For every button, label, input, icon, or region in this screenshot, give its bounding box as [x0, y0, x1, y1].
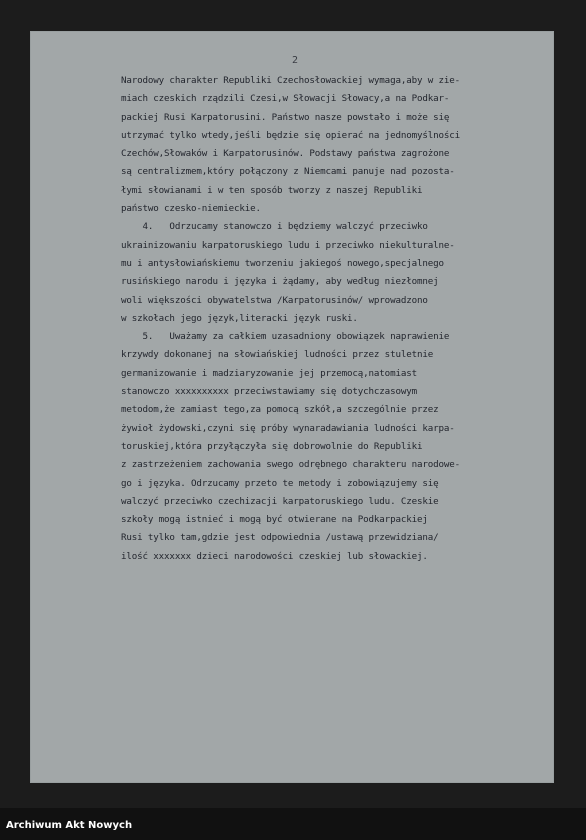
text-line: utrzymać tylko wtedy,jeśli będzie się opierać na jednomyślności: [121, 129, 461, 141]
text-line: miach czeskich rządzili Czesi,w Słowacji Słowacy,a na Podkar-: [121, 93, 450, 105]
page-number: 2: [292, 55, 299, 66]
text-line: stanowczo xxxxxxxxxx przeciwstawiamy się dotychczasowym: [121, 386, 417, 398]
text-line: 4. Odrzucamy stanowczo i będziemy walczyć przeciwko: [121, 221, 428, 233]
text-line: toruskiej,która przyłączyła się dobrowolnie do Republiki: [121, 440, 423, 452]
text-line: krzywdy dokonanej na słowiańskiej ludności przez stuletnie: [121, 349, 434, 361]
typed-text-body: [121, 72, 529, 566]
text-line: germanizowanie i madziaryzowanie jej przemocą,natomiast: [121, 367, 417, 379]
text-line: Czechów,Słowaków i Karpatorusinów. Podstawy państwa zagrożone: [121, 148, 450, 160]
text-line: żywioł żydowski,czyni się próby wynaradawiania ludności karpa-: [121, 422, 455, 434]
text-line: walczyć przeciwko czechizacji karpatoruskiego ludu. Czeskie: [121, 495, 439, 507]
text-line: rusińskiego narodu i języka i żądamy, aby według niezłomnej: [121, 276, 439, 288]
text-line: są centralizmem,który połączony z Niemcami panuje nad pozosta-: [121, 166, 455, 178]
text-line: woli większości obywatelstwa /Karpatorusinów/ wprowadzono: [121, 294, 428, 306]
text-line: ukrainizowaniu karpatoruskiego ludu i przeciwko niekulturalne-: [121, 239, 455, 251]
text-line: państwo czesko-niemieckie.: [121, 203, 261, 215]
text-line: metodom,że zamiast tego,za pomocą szkół,a szczególnie przez: [121, 404, 439, 416]
text-line: łymi słowianami i w ten sposób tworzy z naszej Republiki: [121, 184, 423, 196]
text-line: 5. Uważamy za całkiem uzasadniony obowiązek naprawienie: [121, 331, 450, 343]
text-line: Rusi tylko tam,gdzie jest odpowiednia /ustawą przewidziana/: [121, 532, 439, 544]
archive-name: Archiwum Akt Nowych: [6, 820, 133, 831]
text-line: packiej Rusi Karpatorusini. Państwo nasze powstało i może się: [121, 111, 450, 123]
text-line: szkoły mogą istnieć i mogą być otwierane na Podkarpackiej: [121, 514, 428, 526]
text-line: z zastrzeżeniem zachowania swego odrębnego charakteru narodowe-: [121, 459, 461, 471]
text-line: Narodowy charakter Republiki Czechosłowackiej wymaga,aby w zie-: [121, 75, 461, 86]
text-line: ilość xxxxxxx dzieci narodowości czeskiej lub słowackiej.: [121, 550, 428, 562]
text-line: mu i antysłowiańskiemu tworzeniu jakiegoś nowego,specjalnego: [121, 257, 444, 269]
text-line: go i języka. Odrzucamy przeto te metody i zobowiązujemy się: [121, 477, 439, 489]
text-line: w szkołach jego język,literacki język ruski.: [121, 312, 358, 324]
archive-footer-bar: [0, 808, 586, 840]
